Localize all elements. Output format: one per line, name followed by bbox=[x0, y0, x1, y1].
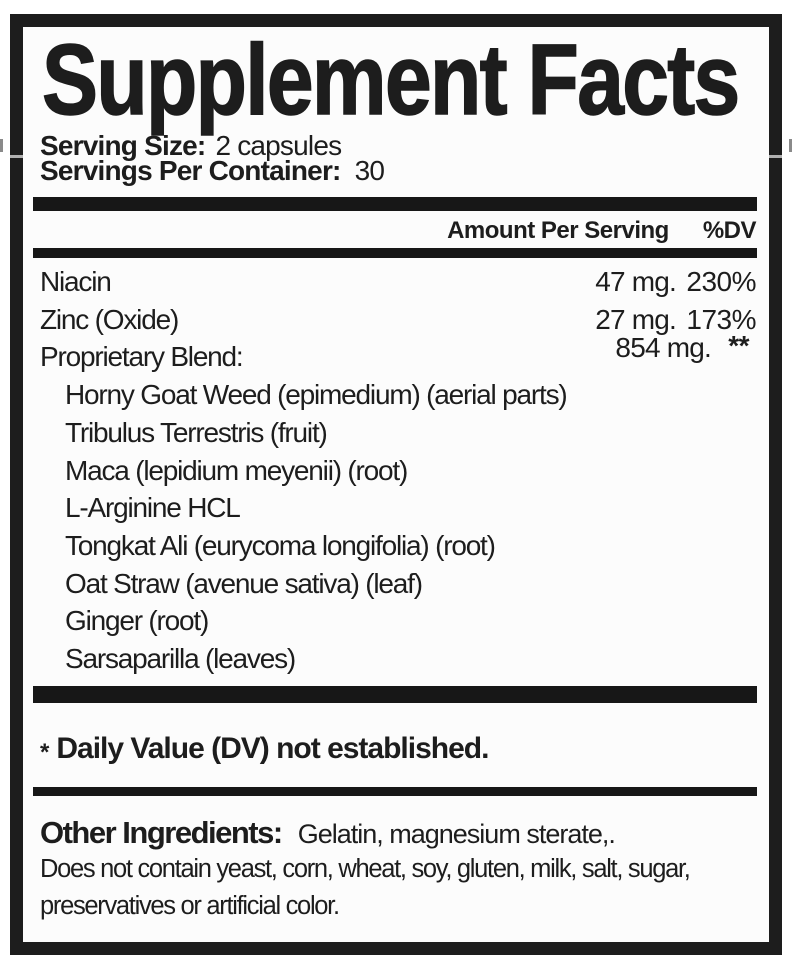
table-row bbox=[23, 602, 769, 640]
table-row bbox=[23, 263, 769, 301]
ingredient-name: Zinc (Oxide) bbox=[40, 303, 179, 335]
amount-value: 47 mg. bbox=[595, 266, 676, 297]
ingredient-name: Sarsaparilla (leaves) bbox=[65, 643, 296, 675]
asterisk-mark: * bbox=[40, 739, 49, 767]
nutrient-table bbox=[23, 263, 769, 678]
table-row bbox=[23, 565, 769, 603]
column-header-row bbox=[23, 219, 756, 243]
ingredient-name: Oat Straw (avenue sativa) (leaf) bbox=[65, 567, 422, 599]
label-title: Supplement Facts bbox=[42, 24, 739, 136]
ingredient-name: Tribulus Terrestris (fruit) bbox=[65, 416, 327, 448]
thick-divider-bottom bbox=[33, 686, 757, 703]
table-row bbox=[23, 452, 769, 490]
servings-per-container-value: 30 bbox=[354, 155, 385, 186]
table-row bbox=[23, 330, 769, 376]
contains-disclaimer-line-1: Does not contain yeast, corn, wheat, soy, gluten, milk, salt, sugar, bbox=[40, 855, 690, 883]
daily-value-footnote bbox=[40, 732, 489, 767]
other-ingredients-value: Gelatin, magnesium sterate,. bbox=[297, 819, 615, 849]
serving-size-label: Serving Size: bbox=[40, 130, 206, 161]
ingredient-name: Proprietary Blend: bbox=[40, 341, 243, 373]
table-row bbox=[23, 376, 769, 414]
ingredient-name: Horny Goat Weed (epimedium) (aerial parts) bbox=[65, 379, 567, 411]
dv-value: ** bbox=[728, 330, 749, 362]
amount-per-serving-header: Amount Per Serving bbox=[447, 217, 669, 244]
other-ingredients-label: Other Ingredients: bbox=[40, 815, 282, 850]
amount-value: 854 mg. bbox=[615, 332, 711, 364]
ingredient-name: Ginger (root) bbox=[65, 605, 209, 637]
contains-disclaimer-line-2: preservatives or artificial color. bbox=[40, 892, 339, 920]
footnote-divider bbox=[33, 787, 757, 796]
photo-edge-mark-left bbox=[0, 139, 3, 152]
serving-size-value: 2 capsules bbox=[215, 130, 342, 161]
dv-value: 173% bbox=[686, 303, 756, 335]
dv-header: %DV bbox=[702, 217, 756, 244]
photo-seam-left bbox=[10, 155, 23, 158]
header-divider bbox=[33, 248, 757, 258]
other-ingredients-row bbox=[40, 817, 615, 848]
servings-per-container-row bbox=[40, 157, 384, 185]
table-row bbox=[23, 489, 769, 527]
ingredient-name: Tongkat Ali (eurycoma longifolia) (root) bbox=[65, 529, 495, 561]
supplement-facts-label bbox=[10, 14, 782, 955]
daily-value-footnote-text: Daily Value (DV) not established. bbox=[56, 732, 489, 765]
thick-divider-top bbox=[33, 197, 757, 211]
table-row bbox=[23, 527, 769, 565]
ingredient-name: Niacin bbox=[40, 266, 111, 297]
table-row bbox=[23, 414, 769, 452]
dv-value: 230% bbox=[686, 266, 756, 297]
ingredient-name: L-Arginine HCL bbox=[65, 492, 240, 524]
servings-per-container-label: Servings Per Container: bbox=[40, 155, 341, 186]
table-row bbox=[23, 640, 769, 678]
amount-value: 27 mg. bbox=[595, 303, 676, 335]
ingredient-name: Maca (lepidium meyenii) (root) bbox=[65, 454, 408, 486]
photo-seam-right bbox=[769, 155, 782, 158]
